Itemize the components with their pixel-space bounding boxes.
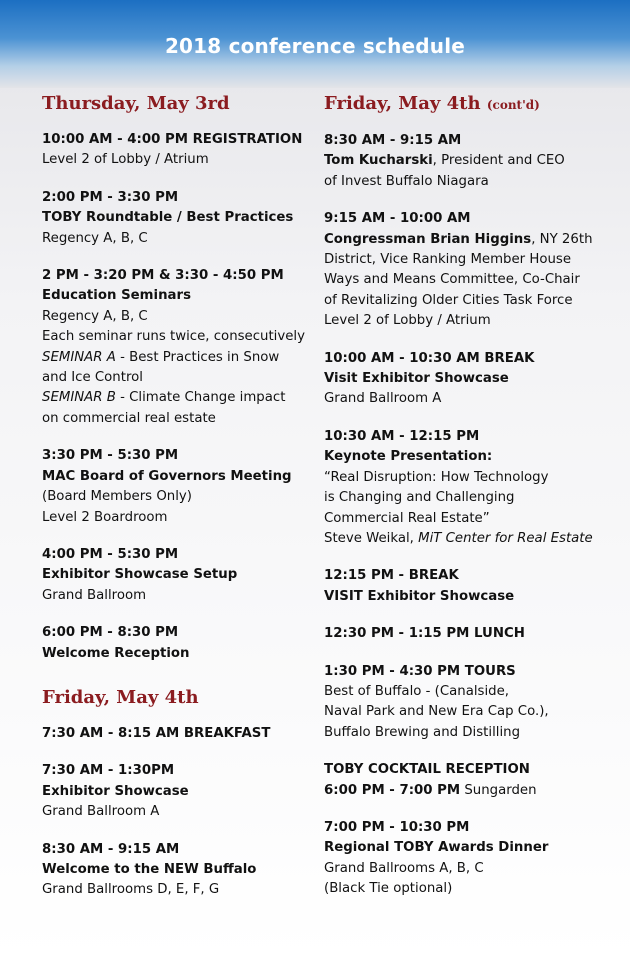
entry-time: 12:15 PM - BREAK [324,568,459,584]
entry-time: 12:30 PM - 1:15 PM LUNCH [324,626,525,642]
schedule-entry [42,724,312,744]
seminar-a-text: - Best Practices in Snow [115,349,280,365]
entry-time: 10:00 AM - 10:30 AM BREAK [324,350,535,366]
keynote-title: is Changing and Challenging [324,490,515,506]
schedule-entry [324,662,624,744]
entry-location: Grand Ballroom [42,587,147,603]
day-heading-friday-cont [324,92,624,117]
entry-location: Grand Ballrooms A, B, C [324,860,484,876]
entry-location: Level 2 of Lobby / Atrium [324,313,491,329]
speaker-org: of Invest Buffalo Niagara [324,173,489,189]
entry-time: 8:30 AM - 9:15 AM [324,133,462,148]
schedule-entry [324,760,624,801]
schedule-entry [42,446,312,528]
entry-location: Regency A, B, C [42,308,148,324]
entry-detail: Naval Park and New Era Cap Co.), [324,704,549,720]
schedule-entry [324,209,624,331]
entry-title: Exhibitor Showcase [42,783,189,799]
entry-title: Welcome Reception [42,645,190,661]
schedule-entry [324,566,624,607]
speaker-role-cont: of Revitalizing Older Cities Task Force [324,292,573,308]
entry-location: Grand Ballrooms D, E, F, G [42,882,220,898]
schedule-entry [42,266,312,429]
schedule-entry [42,130,312,171]
entry-time: 6:00 PM - 8:30 PM [42,625,179,641]
day-heading-text: Friday, May 4th [324,93,481,114]
schedule-entry [42,840,312,901]
header-banner [0,0,630,88]
entry-title: TOBY COCKTAIL RECEPTION [324,762,530,778]
entry-title: TOBY Roundtable / Best Practices [42,210,294,226]
speaker-role-cont: Ways and Means Committee, Co-Chair [324,272,580,288]
entry-time: 6:00 PM - 7:00 PM [324,782,461,798]
entry-title: Visit Exhibitor Showcase [324,371,509,387]
entry-time: 2:00 PM - 3:30 PM [42,189,179,205]
entry-title: Keynote Presentation: [324,449,493,465]
entry-location: Regency A, B, C [42,230,148,246]
schedule-entry [324,349,624,410]
entry-time-line [324,781,624,801]
entry-title: Exhibitor Showcase Setup [42,567,238,583]
schedule-entry [42,545,312,606]
entry-location: Level 2 Boardroom [42,509,168,525]
right-column [324,92,624,917]
day-heading-thursday: Thursday, May 3rd [42,93,230,114]
schedule-entry [324,818,624,900]
entry-time: 10:00 AM - 4:00 PM REGISTRATION [42,132,303,147]
entry-detail: Best of Buffalo - (Canalside, [324,683,510,699]
entry-time: 7:30 AM - 8:15 AM BREAKFAST [42,725,271,741]
speaker-name: Tom Kucharski [324,153,433,169]
schedule-entry [42,188,312,249]
entry-time: 8:30 AM - 9:15 AM [42,841,180,857]
entry-title: VISIT Exhibitor Showcase [324,588,515,604]
entry-location: Grand Ballroom A [324,391,442,407]
seminar-b [42,388,312,408]
page-title: 2018 conference schedule [164,34,466,58]
speaker-role-cont: District, Vice Ranking Member House [324,252,572,268]
entry-time: 7:30 AM - 1:30PM [42,763,175,779]
entry-speaker-line [324,230,624,250]
day-heading-suffix: (cont'd) [486,98,540,112]
entry-time: 1:30 PM - 4:30 PM TOURS [324,663,516,679]
day-heading-friday: Friday, May 4th [42,686,199,708]
entry-location: Sungarden [460,782,537,798]
seminar-b-text: - Climate Change impact [115,390,286,406]
entry-time: 9:15 AM - 10:00 AM [324,211,471,227]
left-column [42,92,312,918]
entry-note: (Black Tie optional) [324,881,453,897]
entry-title: MAC Board of Governors Meeting [42,468,292,484]
schedule-entry [42,623,312,664]
entry-location: Grand Ballroom A [42,804,160,820]
entry-location: Level 2 of Lobby / Atrium [42,152,209,168]
schedule-entry [324,131,624,192]
entry-time: 3:30 PM - 5:30 PM [42,448,179,464]
schedule-entry [324,427,624,549]
keynote-title: Commercial Real Estate” [324,510,490,526]
speaker-role: , NY 26th [531,231,593,247]
keynote-title: “Real Disruption: How Technology [324,469,549,485]
entry-speaker-line [324,151,624,171]
entry-title: Regional TOBY Awards Dinner [324,840,549,856]
presenter-name: Steve Weikal, [324,530,419,546]
seminar-a-label: SEMINAR A [42,349,116,365]
seminar-b-label: SEMINAR B [42,390,116,406]
presenter-line [324,529,624,549]
entry-detail: Buffalo Brewing and Distilling [324,724,521,740]
entry-time: 10:30 AM - 12:15 PM [324,428,480,444]
presenter-org: MiT Center for Real Estate [418,530,593,546]
entry-note: Each seminar runs twice, consecutively [42,329,305,345]
seminar-a [42,348,312,368]
seminar-a-text-cont: and Ice Control [42,370,143,386]
schedule-entry [324,624,624,644]
entry-title: Welcome to the NEW Buffalo [42,861,257,877]
entry-title: Education Seminars [42,288,191,304]
speaker-role: , President and CEO [432,153,565,169]
entry-time: 7:00 PM - 10:30 PM [324,819,470,835]
entry-note: (Board Members Only) [42,489,192,505]
schedule-entry [42,761,312,822]
entry-time: 4:00 PM - 5:30 PM [42,546,179,562]
speaker-name: Congressman Brian Higgins [324,231,532,247]
entry-time: 2 PM - 3:20 PM & 3:30 - 4:50 PM [42,268,284,284]
seminar-b-text-cont: on commercial real estate [42,410,216,426]
